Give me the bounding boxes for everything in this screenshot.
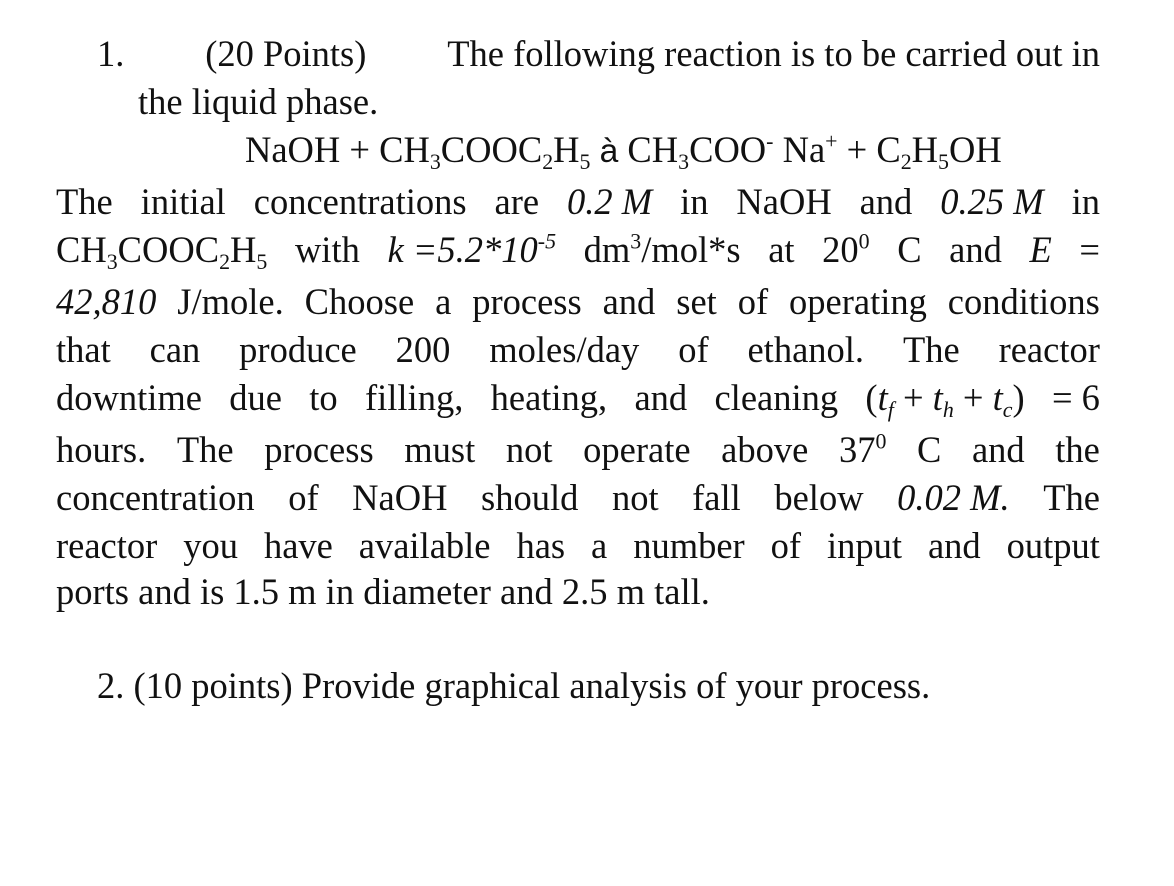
word: C (897, 229, 922, 270)
temp-value: 20 (822, 229, 859, 270)
word: have (263, 525, 333, 566)
reactor-dimensions: ports and is 1.5 m in diameter and 2.5 m tall. (56, 571, 710, 612)
word: the (1055, 429, 1100, 470)
degree: 0 (875, 428, 887, 454)
eq-sub: 3 (429, 149, 441, 174)
problem-1-line-4 (56, 226, 1100, 274)
word: C (917, 429, 942, 470)
word: to (309, 377, 338, 418)
eq-sub: 5 (579, 149, 591, 174)
word: reactor (998, 329, 1100, 370)
problem-2-number: 2. (97, 665, 125, 706)
problem-1-line-6 (56, 326, 1100, 374)
activation-energy-value: 42,810 (56, 281, 157, 322)
eq-sodium: Na (782, 129, 826, 170)
eq-plus: + (846, 129, 868, 170)
rate-unit (584, 226, 741, 274)
rate-constant-value: k =5.2*10 (387, 229, 538, 270)
word: Choose (304, 281, 415, 322)
problem-1-line-10 (56, 522, 1100, 570)
activation-energy-symbol: E (1029, 229, 1052, 270)
word: you (183, 525, 238, 566)
eq-ester: CH (379, 129, 430, 170)
word: at (768, 229, 795, 270)
formula-part: H (230, 229, 257, 270)
problem-1-line-5 (56, 278, 1100, 326)
word: of (770, 525, 802, 566)
word: fall (692, 477, 741, 518)
word: The (902, 329, 960, 370)
word: number (633, 525, 745, 566)
downtime-expression: $(t_f + t_h + t_c)$ (865, 377, 1025, 422)
ester-concentration: 0.25 M (940, 181, 1044, 222)
eq-ester: COOC (440, 129, 543, 170)
word: NaOH (736, 181, 832, 222)
problem-1-points: (20 Points) (205, 33, 367, 74)
problem-1-line-11 (56, 568, 1100, 616)
formula-part: CH (56, 229, 107, 270)
problem-2-text: Provide graphical analysis of your process. (301, 665, 931, 706)
word: and (949, 229, 1002, 270)
word: not (505, 429, 553, 470)
word: 200 (395, 329, 451, 370)
word: that (56, 329, 111, 370)
word: hours. (56, 429, 147, 470)
word: has (516, 525, 566, 566)
word: J/mole. (177, 281, 284, 322)
word: moles/day (489, 329, 640, 370)
subscript: 2 (219, 249, 231, 274)
max-temperature (839, 426, 886, 474)
problem-1-line-1 (97, 30, 1100, 78)
naoh-concentration: 0.2 M (567, 181, 653, 222)
word: can (149, 329, 201, 370)
eq-sub: 3 (678, 149, 690, 174)
word: a (591, 525, 608, 566)
word: cleaning (714, 377, 839, 418)
time-symbol: t (932, 377, 943, 418)
word: and (634, 377, 688, 418)
word: The (176, 429, 234, 470)
eq-charge: - (766, 128, 774, 154)
word: and (859, 181, 913, 222)
exponent: 3 (630, 228, 642, 254)
word: a (435, 281, 452, 322)
eq-ethanol: OH (948, 129, 1002, 170)
word: = (1079, 229, 1100, 270)
word: of (678, 329, 709, 370)
word: and (971, 429, 1025, 470)
subscript: h (942, 397, 954, 422)
word: ethanol. (747, 329, 865, 370)
word: in (680, 181, 709, 222)
subscript: 5 (256, 249, 268, 274)
downtime-value: = 6 (1051, 377, 1100, 418)
problem-1-line-8 (56, 426, 1100, 474)
min-naoh-concentration: 0.02 M. (897, 477, 1010, 518)
word: must (404, 429, 476, 470)
word: not (611, 477, 659, 518)
subscript: f (887, 397, 894, 422)
word: The (56, 181, 113, 222)
word: heating, (490, 377, 608, 418)
problem-1-number: 1. (97, 33, 125, 74)
subscript: c (1002, 397, 1013, 422)
problem-1-line-7 (56, 374, 1100, 422)
word: operating (789, 281, 927, 322)
word: initial (140, 181, 226, 222)
problem-1-intro-b: the liquid phase. (138, 81, 379, 122)
word: filling, (364, 377, 464, 418)
word: should (481, 477, 579, 518)
word: above (721, 429, 809, 470)
unit-part: dm (583, 229, 631, 270)
eq-acetate: CH (627, 129, 679, 170)
problem-1-intro-a: The following reaction is to be carried out in (447, 33, 1100, 74)
eq-plus: + (349, 129, 370, 170)
time-symbol: t (877, 377, 888, 418)
word: available (358, 525, 491, 566)
subscript: 3 (106, 249, 118, 274)
eq-acetate: COO (689, 129, 767, 170)
word: output (1006, 525, 1100, 566)
word: due (229, 377, 282, 418)
word: below (774, 477, 864, 518)
word: operate (583, 429, 691, 470)
word: with (294, 229, 360, 270)
word: concentration (56, 477, 255, 518)
problem-1-line-2 (138, 78, 378, 126)
word: process (264, 429, 374, 470)
word: The (1043, 477, 1100, 518)
eq-ethanol: H (911, 129, 939, 170)
problem-2 (97, 662, 930, 710)
reaction-equation (245, 126, 1002, 176)
reaction-arrow-glyph: à (599, 133, 619, 170)
word: reactor (56, 525, 158, 566)
time-symbol: t (992, 377, 1003, 418)
problem-1-line-9 (56, 474, 1100, 522)
word: downtime (56, 377, 202, 418)
word: input (826, 525, 903, 566)
word: process (472, 281, 582, 322)
word: NaOH (352, 477, 448, 518)
eq-sub: 2 (900, 149, 912, 174)
word: set (676, 281, 717, 322)
word: produce (239, 329, 357, 370)
rate-constant (387, 226, 556, 274)
problem-2-points: (10 points) (133, 665, 293, 706)
word: of (737, 281, 769, 322)
word: and (602, 281, 656, 322)
eq-sub: 5 (938, 149, 949, 174)
eq-charge: + (825, 128, 838, 154)
eq-naoh: NaOH (245, 129, 341, 170)
word: in (1071, 181, 1100, 222)
ethyl-acetate (56, 226, 267, 274)
word: are (494, 181, 540, 222)
eq-ethanol: C (876, 129, 901, 170)
exponent: -5 (537, 228, 557, 254)
word: of (288, 477, 319, 518)
degree: 0 (858, 228, 870, 254)
eq-sub: 2 (542, 149, 554, 174)
temp-value: 37 (838, 429, 876, 470)
word: concentrations (253, 181, 467, 222)
problem-1-line-3 (56, 178, 1100, 226)
formula-part: COOC (117, 229, 220, 270)
reference-temperature (822, 226, 869, 274)
eq-ester: H (553, 129, 580, 170)
unit-part: /mol*s (641, 229, 741, 270)
word: conditions (947, 281, 1100, 322)
word: and (927, 525, 981, 566)
